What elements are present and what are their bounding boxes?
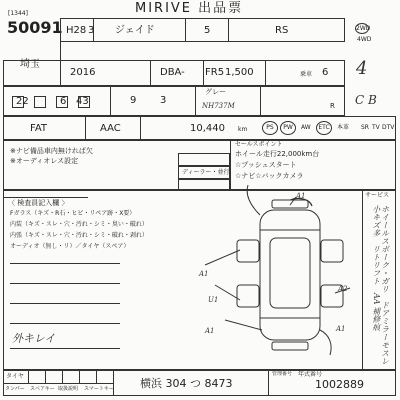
vin-part-2: 6 [60,96,67,107]
badge-dtv: DTV [382,124,395,131]
remark-left-1: ※ナビ備品車内無ければ欠 [10,147,93,155]
inspection-tag: 年式番号 [298,371,323,378]
damage-mark-right-rear: A2 [338,285,348,293]
mileage: 10,440 [190,123,225,134]
lot-prefix: [1344] [8,10,28,17]
side-notes-title: サービス [365,192,390,199]
remark-left-2: ※オーディオレス設定 [10,157,79,165]
damage-mark-rear: A1 [336,325,346,333]
remark-right-1: ホイール走行22,000km台 [235,150,320,158]
inspection-year: 9 [130,95,137,106]
damage-mark-left-rear: A1 [205,327,215,335]
badge-pw: PW [280,121,296,135]
lot-number: 50091 [7,18,63,37]
footer-manual: 取扱説明 [58,386,79,392]
badge-aw: AW [301,124,311,131]
score-mark: 4 [356,58,368,79]
inspection-line-3: 内張（キズ・スレ・穴・汚れ・シミ・破れ・剥れ） [10,232,148,239]
serial-label: 管理番号 [272,371,293,377]
badge-tv: TV [372,124,380,131]
serial-number: 1002889 [315,378,364,391]
vin-part-3: 43 [76,96,89,107]
drive-type-2wd: 2WD [356,25,371,32]
capacity-label: 乗車 [300,71,313,78]
footer-tire-label: タイヤ [6,373,24,380]
repair-label: R [330,102,335,110]
drive-type-4wd: 4WD [357,36,372,43]
badge-ps: PS [262,121,278,135]
grade-letters: C B [355,93,377,107]
color-label: グレー [205,88,226,96]
transmission: FAT [30,123,48,134]
capacity: 6 [322,67,329,78]
door-count: 5 [204,25,211,36]
inspector-remark: 外キレイ [12,332,56,345]
reg-month: 3 [88,25,95,36]
footer-smart-key: スマートキー [84,386,114,392]
side-notes-handwritten: ホイールスポーク・ガリ ドアミラーモスレ小キズ多 リトリフト AA 補修痕 [371,205,390,365]
sales-label: セールスポイント [235,141,283,148]
mileage-unit: km [238,126,248,133]
damage-mark-front: A1 [296,192,306,200]
license-plate: 横浜 304 つ 8473 [140,377,233,390]
badge-etc: ETC [316,121,332,135]
prefix-code: DBA- [160,67,185,78]
color-code: NH737M [202,102,235,110]
damage-mark-left-front: A1 [199,270,209,278]
badge-leather: 本革 [337,124,350,131]
sheet-title: MIRIVE 出品票 [135,1,244,16]
displacement: 1,500 [225,67,254,78]
inspection-title: 〈 検査員記入欄 〉 [8,199,69,207]
damage-mark-left-door: U1 [208,296,219,304]
era-year: H28 [66,25,87,36]
footer-damper: タンパー [5,386,25,392]
model-name: ジェイド [115,25,155,36]
dealer-cell-mid: ディーラー・並行 [178,166,230,179]
inspection-line-4: オーディオ（無し・リ）／タイヤ（スペア） [10,243,130,250]
remark-right-2: ☆プッシュスタート [235,161,297,169]
inspection-month: 3 [160,95,167,106]
footer-spare-key: スペアキー [30,386,55,392]
model-code: FR5 [205,67,225,78]
aircon: AAC [100,123,121,134]
grade: RS [275,25,289,36]
inspection-line-2: 内装（キズ・スレ・穴・汚れ・シミ・臭い・破れ） [10,221,148,228]
model-year: 2016 [70,67,96,78]
badge-sr: SR [361,124,369,131]
region: 埼玉 [20,59,40,70]
remark-right-3: ☆ナビ☆バックカメラ [235,172,304,180]
inspection-line-1: Fガラス（キズ・R石・ヒビ・リペア跡・X要） [10,210,136,217]
vin-part-1: 22 [16,96,29,107]
